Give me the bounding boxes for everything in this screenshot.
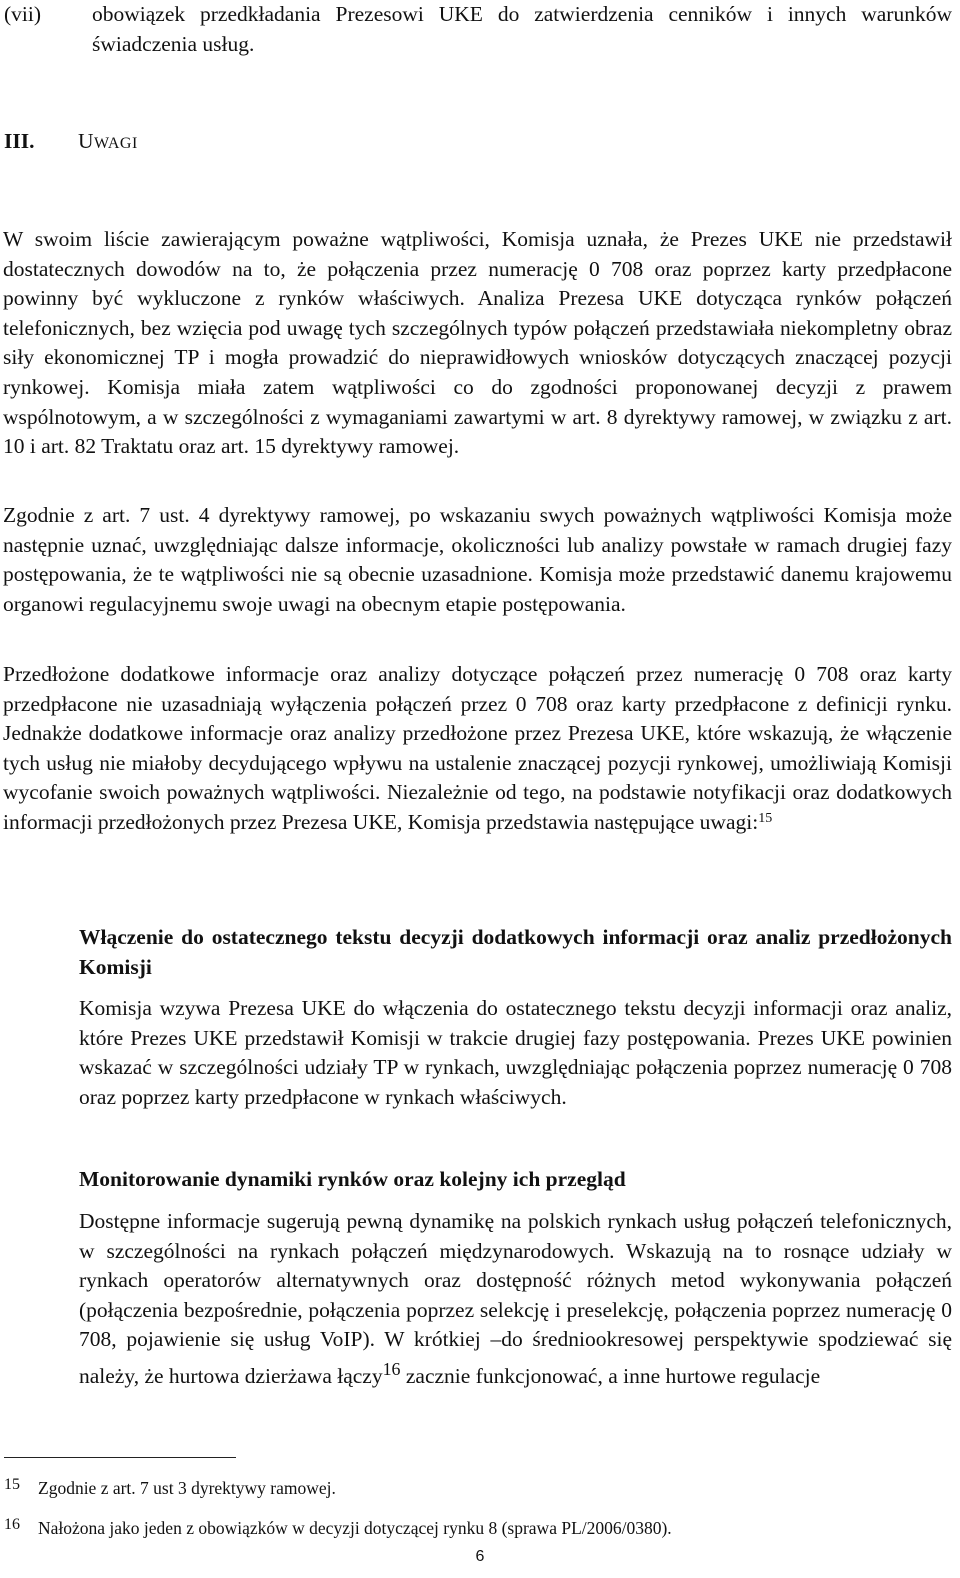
paragraph-inclusion: Komisja wzywa Prezesa UKE do włączenia do ostatecznego tekstu decyzji informacji oraz analiz, które Prezes UKE przedstawił Komisji w trakcie drugiej fazy postępowania. Prezes UKE powinien wskazać w szczególności udziały TP w rynkach, uwzględniając połączenia poprzez numerację 0 708 oraz poprzez karty przedpłacone w rynkach właściwych.: [79, 996, 952, 1109]
footnote-text: Zgodnie z art. 7 ust 3 dyrektywy ramowej.: [38, 1478, 336, 1498]
footnote-15: [4, 1474, 336, 1499]
section-number: III.: [4, 129, 35, 153]
section-heading: [4, 127, 504, 158]
footnote-ref-15[interactable]: 15: [758, 810, 773, 826]
footnote-number: 15: [4, 1476, 20, 1493]
paragraph-text: Dostępne informacje sugerują pewną dynamikę na polskich rynkach usług połączeń telefonicznych, w szczególności na rynkach połączeń międzynarodowych. Wskazują na to rosnące udziały w rynkach operatorów alternatywnych oraz dostępność różnych metod wykonywania połączeń (połączenia bezpośrednie, połączenia poprzez selekcję i preselekcję, połączenia poprzez numerację 0 708, pojawienie się usług VoIP). W krótkiej –do średniookresowej perspektywie spodziewać się należy, że hurtowa dzierżawa łączy: [79, 1209, 952, 1389]
page-number: 6: [475, 1548, 485, 1565]
list-item-vii: [4, 0, 952, 59]
paragraph-monitoring: [79, 1207, 952, 1392]
paragraph-serious-doubts: W swoim liście zawierającym poważne wątpliwości, Komisja uznała, że Prezes UKE nie przedstawił dostatecznych dowodów na to, że połączenia przez numerację 0 708 oraz poprzez karty przedpłacone powinny być wykluczone z rynków właściwych. Analiza Prezesa UKE dotycząca rynków połączeń telefonicznych, bez wzięcia pod uwagę tych szczególnych typów połączeń przedstawiała niekompletny obraz siły ekonomicznej TP i mogła prowadzić do nieprawidłowych wniosków dotyczących znaczącej pozycji rynkowej. Komisja miała zatem wątpliwości co do zgodności proponowanej decyzji z prawem wspólnotowym, a w szczególności z wymaganiami zawartymi w art. 8 dyrektywy ramowej, w związku z art. 10 i art. 82 Traktatu oraz art. 15 dyrektywy ramowej.: [3, 227, 952, 459]
footnote-number: 16: [4, 1516, 20, 1533]
paragraph-text-continued: zacznie funkcjonować, a inne hurtowe regulacje: [400, 1364, 821, 1389]
footnote-text: Nałożona jako jeden z obowiązków w decyzji dotyczącej rynku 8 (sprawa PL/2006/0380).: [38, 1518, 672, 1538]
footnote-16: [4, 1514, 672, 1539]
footnote-ref-16[interactable]: 16: [382, 1358, 401, 1379]
subheading-monitoring: Monitorowanie dynamiki rynków oraz kolejny ich przegląd: [79, 1167, 626, 1191]
paragraph-additional-info: [3, 660, 952, 838]
list-item-text: obowiązek przedkładania Prezesowi UKE do zatwierdzenia cenników i innych warunków świadczenia usług.: [92, 2, 952, 56]
subheading-inclusion: Włączenie do ostatecznego tekstu decyzji dodatkowych informacji oraz analiz przedłożonych Komisji: [79, 925, 952, 979]
section-title: UWAGI: [78, 129, 138, 153]
list-marker: (vii): [4, 2, 42, 26]
paragraph-text: Przedłożone dodatkowe informacje oraz analizy dotyczące połączeń przez numerację 0 708 oraz karty przedpłacone nie uzasadniają wyłączenia połączeń przez 0 708 oraz karty przedpłacone z definicji rynku. Jednakże dodatkowe informacje oraz analizy przedłożone przez Prezesa UKE, które wskazują, że włączenie tych usług nie miałoby decydującego wpływu na ustalenie znaczącej pozycji rynkowej, umożliwiają Komisji wycofanie swoich poważnych wątpliwości. Niezależnie od tego, na podstawie notyfikacji oraz dodatkowych informacji przedłożonych przez Prezesa UKE, Komisja przedstawia następujące uwagi:: [3, 662, 952, 834]
footnote-separator: [4, 1457, 236, 1458]
paragraph-article-7: Zgodnie z art. 7 ust. 4 dyrektywy ramowej, po wskazaniu swych poważnych wątpliwości Komisja może następnie uznać, uwzględniając dalsze informacje, okoliczności lub analizy powstałe w ramach drugiej fazy postępowania, że te wątpliwości nie są obecnie uzasadnione. Komisja może przedstawić danemu krajowemu organowi regulacyjnemu swoje uwagi na obecnym etapie postępowania.: [3, 503, 952, 616]
